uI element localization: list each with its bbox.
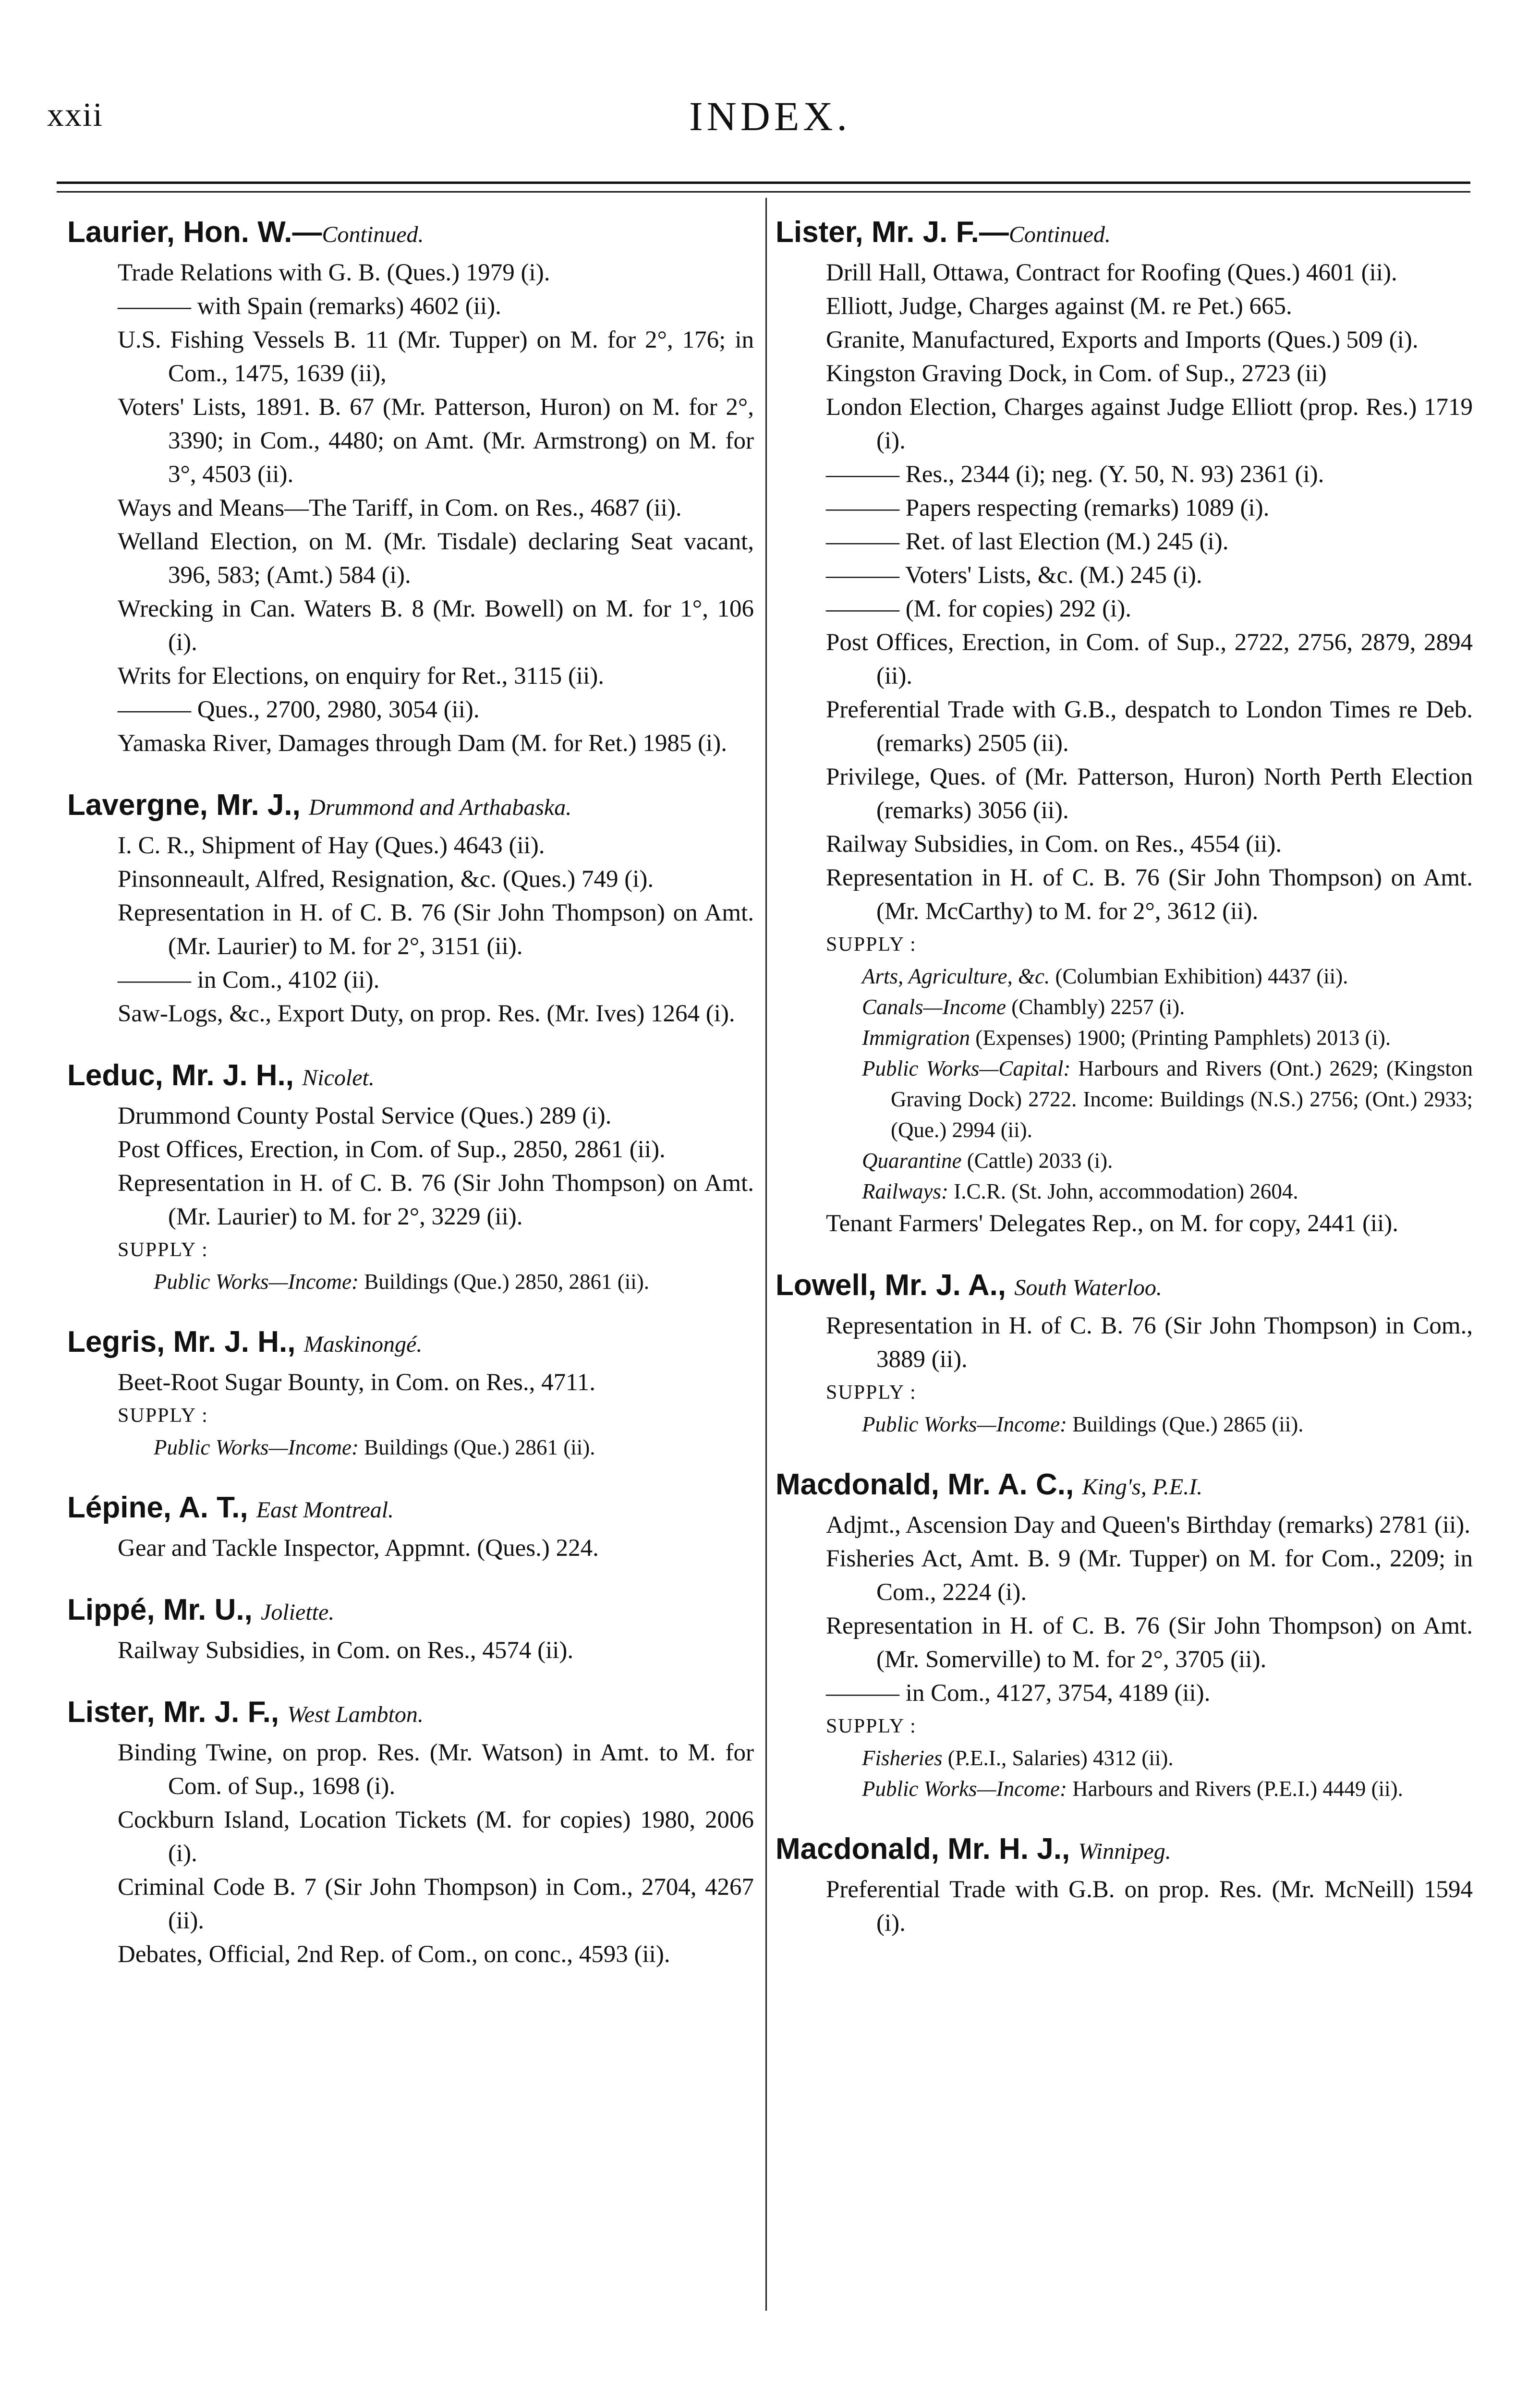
index-item: Tenant Farmers' Delegates Rep., on M. for copy, 2441 (ii). [826, 1210, 1399, 1237]
supply-category: Quarantine [862, 1149, 962, 1173]
index-item: ——— Voters' Lists, &c. (M.) 245 (i). [826, 562, 1202, 589]
entry-name [67, 211, 754, 256]
supply-text: (P.E.I., Salaries) 4312 (ii). [942, 1746, 1174, 1770]
index-item: Representation in H. of C. B. 76 (Sir John Thompson) on Amt. (Mr. McCarthy) to M. for 2°, 3612 (ii). [826, 864, 1473, 925]
entry-riding: Winnipeg. [1078, 1839, 1171, 1864]
entry-name [776, 211, 1473, 256]
supply-item [776, 1773, 1473, 1804]
supply-text: Buildings (Que.) 2865 (ii). [1067, 1412, 1304, 1436]
entry-riding: Continued. [322, 222, 424, 247]
header-rule-thin [57, 191, 1470, 193]
index-item: ——— with Spain (remarks) 4602 (ii). [118, 293, 501, 320]
index-item: ——— (M. for copies) 292 (i). [826, 595, 1131, 622]
entry-name-text: Laurier, Hon. W.— [67, 216, 322, 249]
entry-riding: Maskinongé. [303, 1332, 423, 1357]
index-item: Elliott, Judge, Charges against (M. re Pet.) 665. [826, 293, 1292, 320]
index-item: Representation in H. of C. B. 76 (Sir John Thompson) on Amt. (Mr. Somerville) to M. for 2°, 3705 (ii). [826, 1613, 1473, 1673]
supply-item [776, 1743, 1473, 1773]
entry-riding: Nicolet. [302, 1065, 375, 1091]
entry-name [67, 784, 754, 829]
index-item: Ways and Means—The Tariff, in Com. on Res., 4687 (ii). [118, 495, 682, 521]
supply-label: SUPPLY : [118, 1405, 208, 1427]
index-item: Post Offices, Erection, in Com. of Sup., 2850, 2861 (ii). [118, 1136, 666, 1163]
index-item: London Election, Charges against Judge Elliott (prop. Res.) 1719 (i). [826, 394, 1473, 454]
supply-item [776, 992, 1473, 1022]
supply-label: SUPPLY : [826, 934, 917, 956]
entry-riding: Continued. [1008, 222, 1111, 247]
supply-item [67, 1266, 754, 1297]
supply-text: (Expenses) 1900; (Printing Pamphlets) 2013 (i). [970, 1026, 1391, 1050]
entry-riding: Joliette. [261, 1600, 335, 1625]
supply-text: (Chambly) 2257 (i). [1006, 995, 1185, 1019]
index-item: Cockburn Island, Location Tickets (M. for copies) 1980, 2006 (i). [118, 1807, 754, 1867]
index-entry [67, 211, 754, 760]
index-item: Railway Subsidies, in Com. on Res., 4554 (ii). [826, 831, 1282, 858]
supply-label: SUPPLY : [118, 1239, 208, 1261]
index-item: ——— Papers respecting (remarks) 1089 (i). [826, 495, 1270, 521]
entry-name-text: Lavergne, Mr. J., [67, 788, 309, 822]
index-item: Wrecking in Can. Waters B. 8 (Mr. Bowell) on M. for 1°, 106 (i). [118, 595, 754, 656]
index-item: Representation in H. of C. B. 76 (Sir John Thompson) in Com., 3889 (ii). [826, 1312, 1473, 1373]
supply-text: Harbours and Rivers (P.E.I.) 4449 (ii). [1067, 1777, 1403, 1801]
entry-name [776, 1828, 1473, 1873]
entry-name-text: Lowell, Mr. J. A., [776, 1269, 1015, 1302]
index-entry [67, 1589, 754, 1667]
entry-name-text: Legris, Mr. J. H., [67, 1325, 304, 1358]
index-entry [67, 1691, 754, 1971]
entry-name [67, 1055, 754, 1099]
index-item: Privilege, Ques. of (Mr. Patterson, Huron) North Perth Election (remarks) 3056 (ii). [826, 764, 1473, 824]
supply-text: Harbours and Rivers (Ont.) 2629; (Kingston Graving Dock) 2722. Income: Buildings (N.S.) 2756; (Ont.) 2933; (Que.) 2994 (ii). [891, 1056, 1473, 1142]
supply-item [776, 1145, 1473, 1176]
index-item: Kingston Graving Dock, in Com. of Sup., 2723 (ii) [826, 360, 1327, 387]
index-item: ——— Res., 2344 (i); neg. (Y. 50, N. 93) 2361 (i). [826, 461, 1324, 488]
index-item: Yamaska River, Damages through Dam (M. for Ret.) 1985 (i). [118, 730, 727, 757]
page-number: xxii [47, 97, 103, 133]
supply-item [776, 1022, 1473, 1053]
right-column [776, 211, 1473, 1964]
entry-name [67, 1691, 754, 1736]
index-item: Post Offices, Erection, in Com. of Sup., 2722, 2756, 2879, 2894 (ii). [826, 629, 1473, 690]
entry-riding: South Waterloo. [1014, 1275, 1162, 1300]
index-item: Representation in H. of C. B. 76 (Sir John Thompson) on Amt. (Mr. Laurier) to M. for 2°, 3229 (ii). [118, 1170, 754, 1230]
index-entry [67, 1487, 754, 1565]
index-item: Trade Relations with G. B. (Ques.) 1979 (i). [118, 259, 550, 286]
page-title: INDEX. [689, 93, 851, 139]
entry-name-text: Lister, Mr. J. F., [67, 1696, 288, 1729]
entry-name-text: Lépine, A. T., [67, 1491, 256, 1524]
index-item: Writs for Elections, on enquiry for Ret., 3115 (ii). [118, 663, 605, 690]
entry-name-text: Leduc, Mr. J. H., [67, 1059, 303, 1092]
index-entry [67, 1321, 754, 1463]
index-item: Granite, Manufactured, Exports and Imports (Ques.) 509 (i). [826, 327, 1419, 353]
supply-item [776, 961, 1473, 992]
supply-item [776, 1176, 1473, 1207]
index-item: Saw-Logs, &c., Export Duty, on prop. Res. (Mr. Ives) 1264 (i). [118, 1000, 735, 1027]
header-rule [57, 182, 1470, 184]
index-item: Drill Hall, Ottawa, Contract for Roofing (Ques.) 4601 (ii). [826, 259, 1397, 286]
supply-category: Public Works—Capital: [862, 1056, 1071, 1080]
index-item: Drummond County Postal Service (Ques.) 289 (i). [118, 1103, 612, 1129]
entry-riding: Drummond and Arthabaska. [309, 795, 572, 820]
index-entry [776, 1264, 1473, 1440]
supply-category: Public Works—Income: [862, 1412, 1067, 1436]
index-entry [776, 211, 1473, 1240]
supply-category: Fisheries [862, 1746, 943, 1770]
index-item: Binding Twine, on prop. Res. (Mr. Watson) in Amt. to M. for Com. of Sup., 1698 (i). [118, 1739, 754, 1800]
supply-category: Public Works—Income: [154, 1270, 359, 1294]
index-entry [776, 1464, 1473, 1804]
supply-item [776, 1053, 1473, 1145]
supply-text: Buildings (Que.) 2850, 2861 (ii). [359, 1270, 649, 1294]
index-item: I. C. R., Shipment of Hay (Ques.) 4643 (ii). [118, 832, 545, 859]
supply-category: Railways: [862, 1179, 948, 1203]
supply-text: I.C.R. (St. John, accommodation) 2604. [948, 1179, 1298, 1203]
index-item: Gear and Tackle Inspector, Appmnt. (Ques.) 224. [118, 1535, 599, 1562]
index-item: Railway Subsidies, in Com. on Res., 4574 (ii). [118, 1637, 574, 1664]
index-item: Pinsonneault, Alfred, Resignation, &c. (Ques.) 749 (i). [118, 866, 654, 893]
entry-riding: West Lambton. [287, 1702, 424, 1727]
index-item: Fisheries Act, Amt. B. 9 (Mr. Tupper) on M. for Com., 2209; in Com., 2224 (i). [826, 1545, 1473, 1606]
entry-name-text: Macdonald, Mr. A. C., [776, 1468, 1082, 1501]
index-item: Debates, Official, 2nd Rep. of Com., on conc., 4593 (ii). [118, 1941, 670, 1968]
entry-name-text: Lippé, Mr. U., [67, 1593, 261, 1626]
supply-category: Canals—Income [862, 995, 1006, 1019]
entry-name-text: Macdonald, Mr. H. J., [776, 1832, 1079, 1866]
supply-label: SUPPLY : [826, 1382, 917, 1404]
index-item: Beet-Root Sugar Bounty, in Com. on Res., 4711. [118, 1369, 595, 1396]
index-item: Preferential Trade with G.B. on prop. Res. (Mr. McNeill) 1594 (i). [826, 1876, 1473, 1937]
index-item: Criminal Code B. 7 (Sir John Thompson) in Com., 2704, 4267 (ii). [118, 1874, 754, 1934]
index-item: Voters' Lists, 1891. B. 67 (Mr. Patterson, Huron) on M. for 2°, 3390; in Com., 4480; on Amt. (Mr. Armstrong) on M. for 3°, 4503 (ii). [118, 394, 754, 488]
index-item: ——— Ret. of last Election (M.) 245 (i). [826, 528, 1229, 555]
entry-name [776, 1264, 1473, 1309]
supply-category: Arts, Agriculture, &c. [862, 964, 1050, 988]
entry-riding: King's, P.E.I. [1082, 1474, 1203, 1500]
supply-text: (Columbian Exhibition) 4437 (ii). [1050, 964, 1348, 988]
supply-item [67, 1432, 754, 1463]
supply-label: SUPPLY : [826, 1715, 917, 1737]
entry-name [67, 1321, 754, 1366]
entry-name-text: Lister, Mr. J. F.— [776, 216, 1009, 249]
supply-item [776, 1409, 1473, 1440]
supply-category: Public Works—Income: [154, 1435, 359, 1459]
supply-text: Buildings (Que.) 2861 (ii). [359, 1435, 595, 1459]
entry-name [67, 1487, 754, 1531]
index-item: ——— in Com., 4127, 3754, 4189 (ii). [826, 1680, 1211, 1707]
index-entry [67, 1055, 754, 1297]
supply-category: Public Works—Income: [862, 1777, 1067, 1801]
index-item: ——— Ques., 2700, 2980, 3054 (ii). [118, 696, 480, 723]
column-divider [765, 198, 767, 2311]
index-entry [67, 784, 754, 1031]
index-item: Preferential Trade with G.B., despatch to London Times re Deb. (remarks) 2505 (ii). [826, 696, 1473, 757]
index-item: Adjmt., Ascension Day and Queen's Birthday (remarks) 2781 (ii). [826, 1512, 1470, 1539]
index-item: U.S. Fishing Vessels B. 11 (Mr. Tupper) on M. for 2°, 176; in Com., 1475, 1639 (ii), [118, 327, 754, 387]
index-item: ——— in Com., 4102 (ii). [118, 967, 380, 994]
index-item: Welland Election, on M. (Mr. Tisdale) declaring Seat vacant, 396, 583; (Amt.) 584 (i). [118, 528, 754, 589]
entry-name [776, 1464, 1473, 1508]
supply-text: (Cattle) 2033 (i). [961, 1149, 1113, 1173]
supply-category: Immigration [862, 1026, 970, 1050]
entry-riding: East Montreal. [256, 1497, 394, 1523]
entry-name [67, 1589, 754, 1634]
index-entry [776, 1828, 1473, 1940]
left-column [67, 211, 754, 1995]
index-item: Representation in H. of C. B. 76 (Sir John Thompson) on Amt. (Mr. Laurier) to M. for 2°, 3151 (ii). [118, 899, 754, 960]
